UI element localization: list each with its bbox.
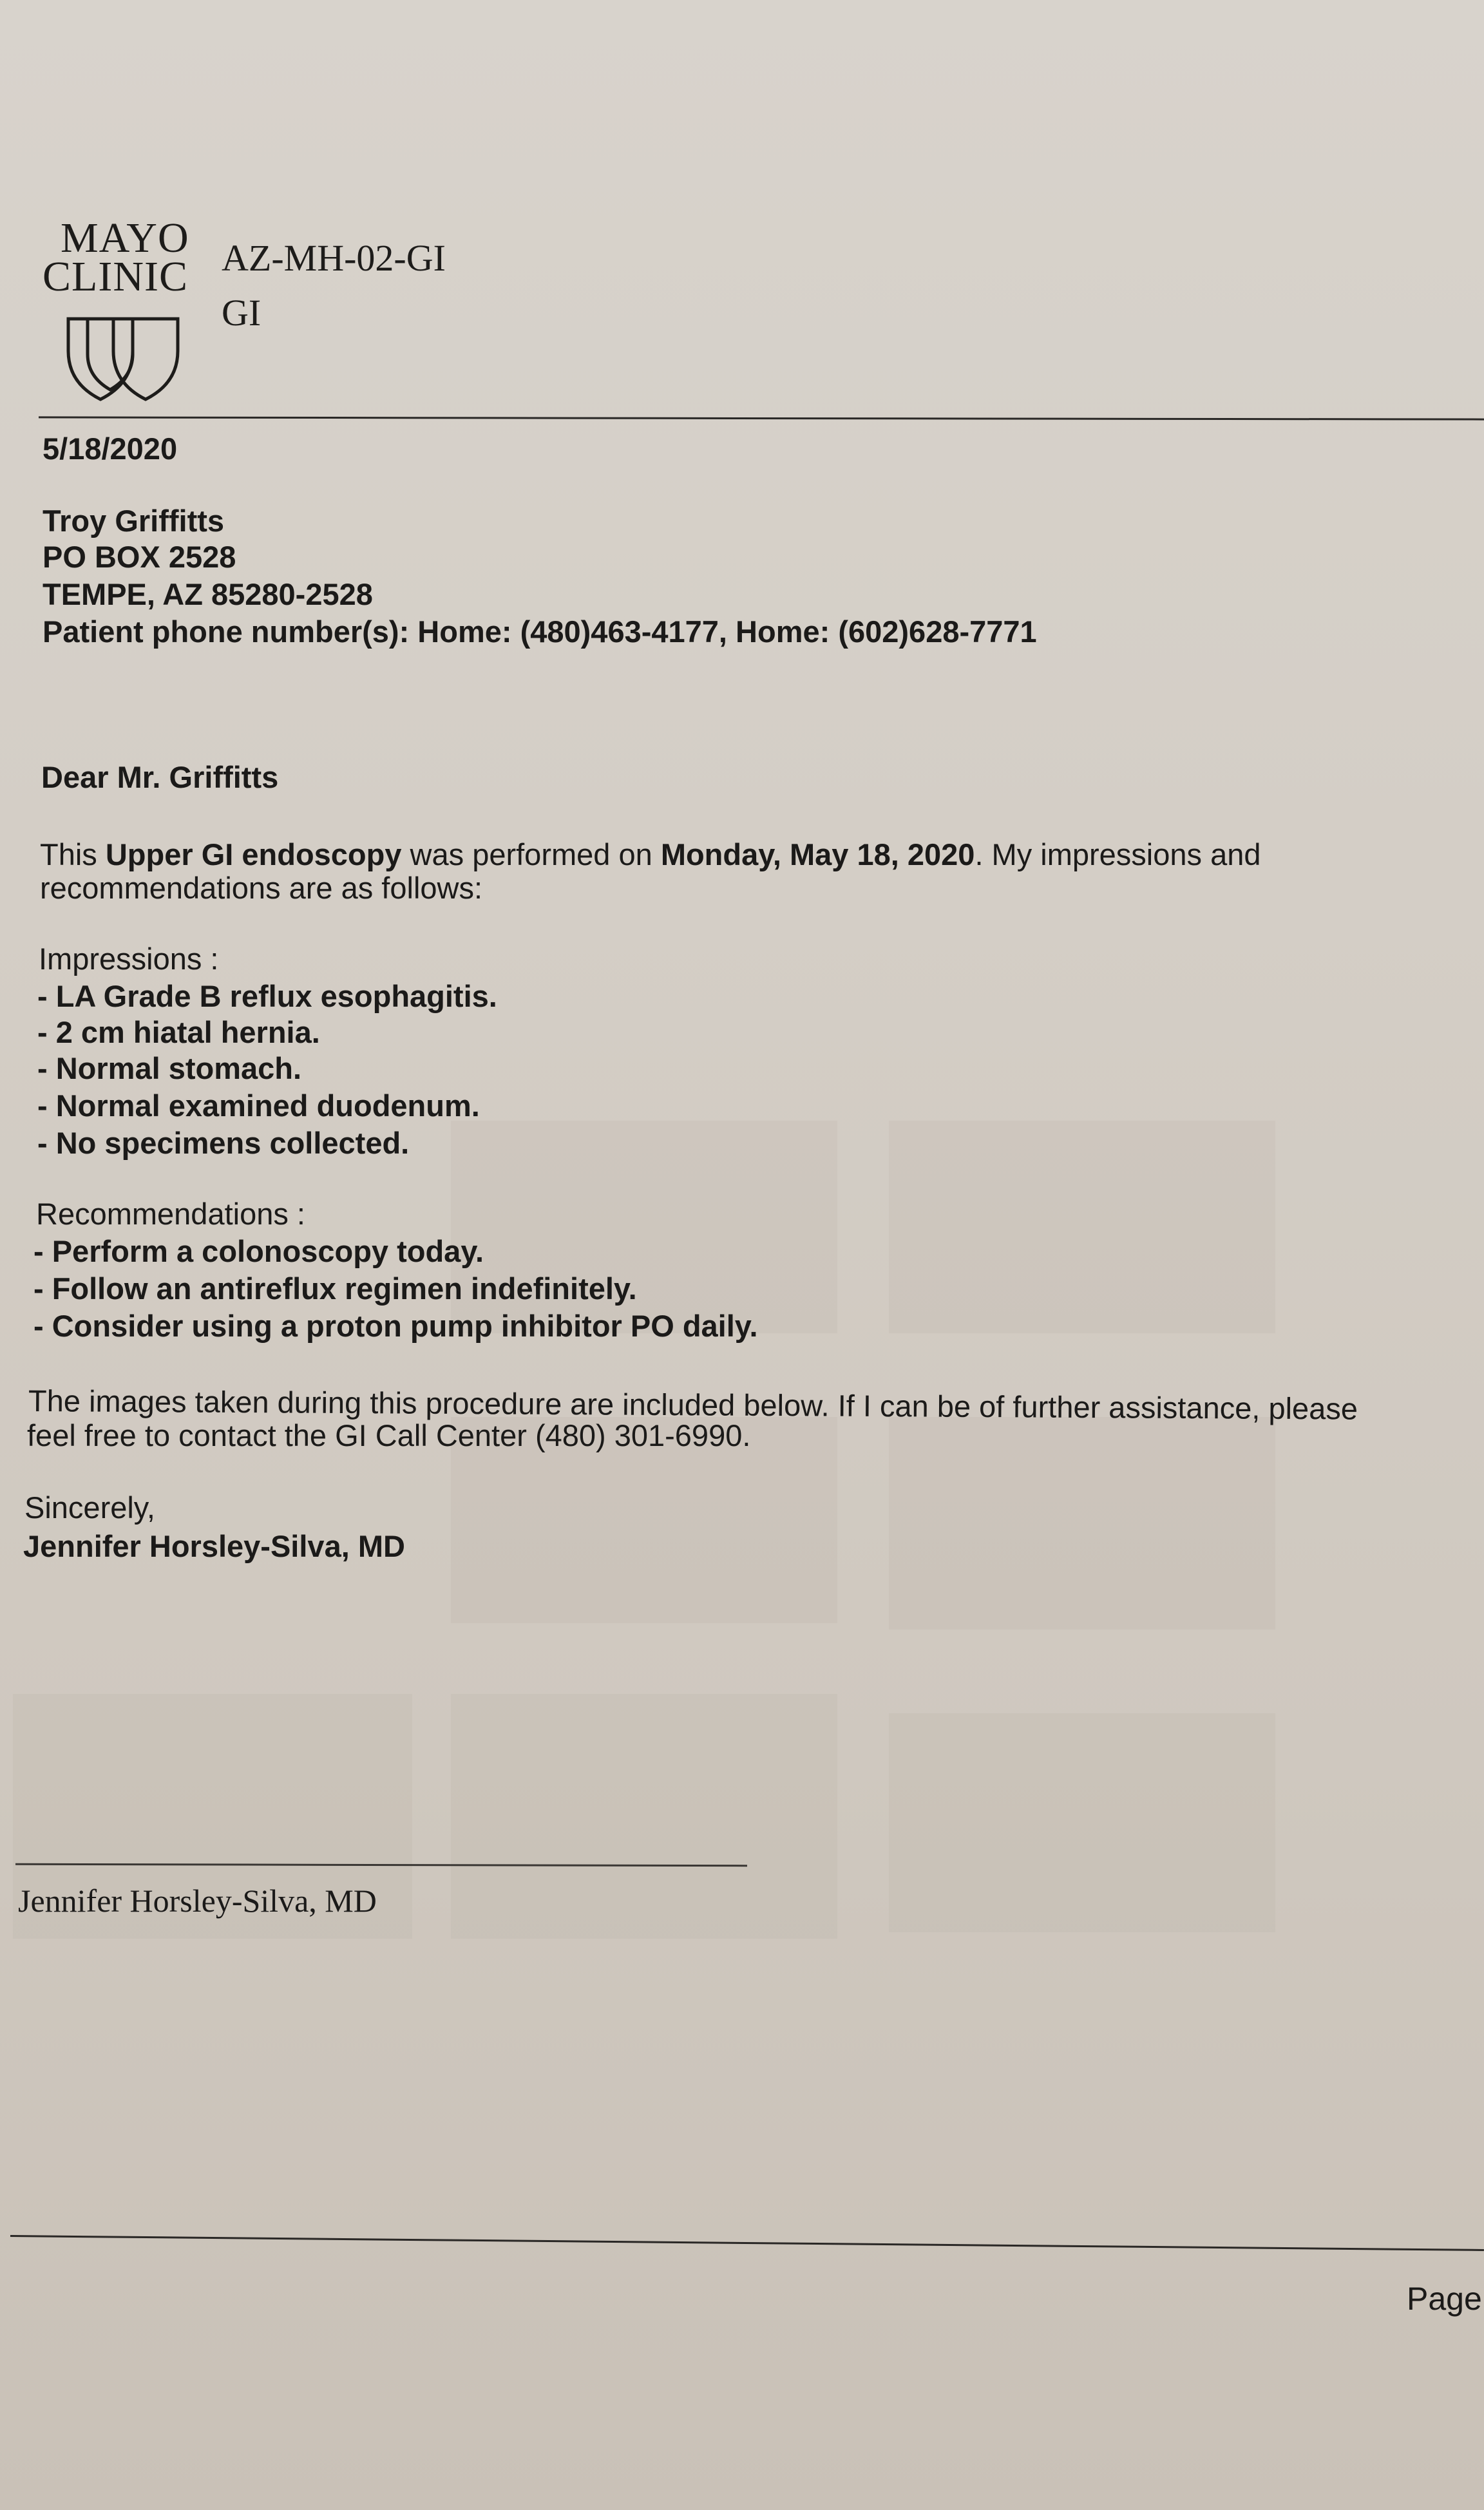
department-block [222, 231, 446, 340]
recommendation-item: - Perform a colonoscopy today. [33, 1234, 484, 1268]
intro-line-2: recommendations are as follows: [40, 871, 483, 905]
shield-icon [62, 306, 184, 403]
recommendations-heading: Recommendations : [36, 1197, 305, 1231]
patient-address-line-2: TEMPE, AZ 85280-2528 [43, 577, 373, 611]
impression-item: - LA Grade B reflux esophagitis. [37, 979, 497, 1013]
department-name: GI [222, 292, 262, 334]
show-through-image [889, 1713, 1275, 1932]
closing-line-2: feel free to contact the GI Call Center (480) 301-6990. [27, 1418, 751, 1452]
procedure-date: Monday, May 18, 2020 [660, 837, 975, 871]
mayo-clinic-logo [43, 214, 213, 406]
footer-divider [10, 2235, 1484, 2251]
impression-item: - 2 cm hiatal hernia. [37, 1015, 320, 1049]
patient-name: Troy Griffitts [43, 504, 225, 538]
show-through-image [451, 1694, 837, 1939]
header-divider [39, 416, 1484, 420]
intro-text: This [40, 837, 106, 871]
salutation: Dear Mr. Griffitts [41, 760, 279, 794]
intro-line-1 [40, 836, 1260, 873]
show-through-image [889, 1417, 1275, 1630]
impression-item: - Normal stomach. [37, 1051, 302, 1085]
signer-name: Jennifer Horsley-Silva, MD [23, 1529, 405, 1563]
impression-item: - Normal examined duodenum. [37, 1089, 480, 1123]
impression-item: - No specimens collected. [37, 1126, 410, 1160]
department-code: AZ-MH-02-GI [222, 237, 446, 279]
letter-date: 5/18/2020 [43, 432, 178, 466]
show-through-image [889, 1121, 1275, 1333]
impressions-heading: Impressions : [39, 942, 219, 976]
logo-line-2: CLINIC [43, 253, 188, 300]
page-label: Page [1407, 2281, 1482, 2317]
logo-line-1: MAYO [61, 214, 189, 261]
patient-address-line-1: PO BOX 2528 [43, 540, 236, 574]
recommendation-item: - Consider using a proton pump inhibitor PO daily. [33, 1309, 758, 1343]
intro-text: was performed on [401, 837, 661, 871]
letterhead [43, 214, 1484, 412]
intro-text: . My impressions and [975, 837, 1261, 871]
signature-caption: Jennifer Horsley-Silva, MD [18, 1883, 377, 1919]
closing-line-1: The images taken during this procedure are included below. If I can be of further assistance, please [28, 1383, 1358, 1426]
procedure-name: Upper GI endoscopy [105, 837, 402, 871]
patient-phone: Patient phone number(s): Home: (480)463-4177, Home: (602)628-7771 [43, 614, 1037, 649]
sincerely: Sincerely, [24, 1490, 155, 1525]
recommendation-item: - Follow an antireflux regimen indefinitely. [33, 1271, 637, 1306]
